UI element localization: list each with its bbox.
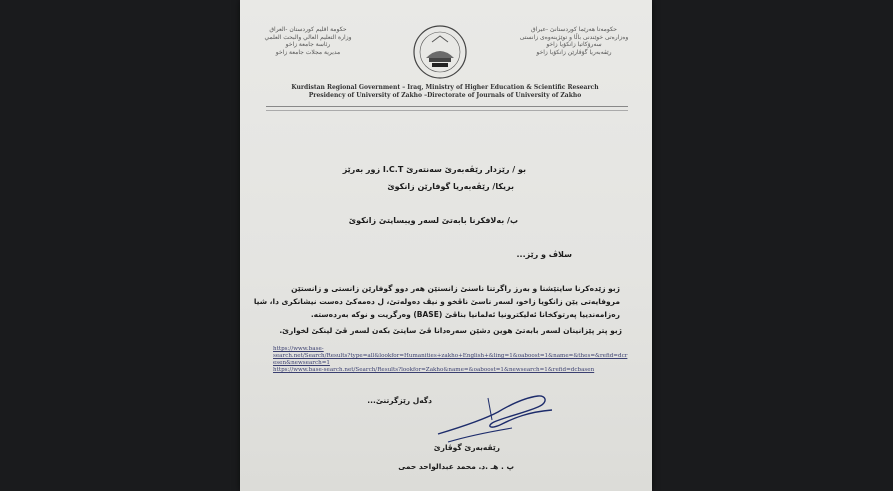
reference-links — [273, 346, 633, 374]
document-page — [240, 0, 652, 491]
header-line: رێڤەبەریا گۆڤارێن زانکۆیا زاخو — [536, 48, 612, 56]
body-line: مروفایەتی یێن زانکویا زاخو، لسەر ناسێ ناڤخو و نیڤ دەولەتێ، ل دەمەکێ دەست نیشانکری دا، شیا — [253, 297, 620, 306]
header-line: وەزارەتی خوێندنی باڵا و توێژینەوەی زانستی — [519, 33, 629, 41]
header-english-block — [270, 84, 620, 99]
header-line: مديرية مجلات جامعة زاخو — [275, 48, 341, 56]
link-line[interactable]: https://www.base-search.net/Search/Results?lookfor=Zakho&name=&oaboost=1&newsearch=1&refid=dcbasen — [273, 367, 595, 373]
recipient-line-1: بو / رێزدار رێڤەبەرێ سەنتەرێ I.C.T زور بەرێز — [342, 165, 526, 174]
signer-name: پ . هـ .د. محمد عبدالواحد حمی — [398, 462, 514, 471]
header-line: حکومەتا هەرێما کوردستانێ -عیراق — [531, 26, 617, 33]
header-line: سەرۆکاتیا زانکۆیا زاخو — [546, 41, 602, 48]
header-line: حكومة اقليم كوردستان -العراق — [269, 26, 347, 33]
header-divider — [266, 106, 628, 107]
header-kurdish-block — [514, 26, 634, 56]
english-line-1: Kurdistan Regional Government – Iraq, Ministry of Higher Education & Scientific Research — [291, 84, 599, 91]
letter-subject: ب/ بەلافکرنا بابەتێ لسەر ویبسایتێ زانکوێ — [348, 216, 518, 225]
body-line: ژبو زێدەکرنا سایتێشنا و بەرز راگرتنا ناسنێ زانستێن هەر دوو گوفارێن زانستی و زانستێن — [291, 284, 620, 293]
body-line: ژبو پتر پێزانینان لسەر بابەتێ هوین دشێن سەرەدانا ڤێ سایتێ بکەن لسەر ڤێ لینکێ لخوارێ. — [279, 326, 622, 335]
link-line[interactable]: search.net/Search/Results?type=all&lookfor=Humanities+zakho+English+&ling=1&oaboost=1&name=&thes=&refid=dcr — [273, 353, 628, 359]
header-line: وزارة التعليم العالي والبحث العلمي — [264, 33, 352, 41]
english-line-2: Presidency of University of Zakho –Directorate of Journals of University of Zakho — [308, 91, 582, 99]
body-line: رەزامەندییا پەرتوکخانا ئەلیکترونیا ئەلمانیا بناڤێ (BASE) وەرگریت و نوکە بەردەستە. — [310, 310, 620, 319]
letter-greeting: سلاڤ و رێز... — [516, 250, 572, 259]
header-line: رئاسة جامعة زاخو — [285, 41, 331, 48]
header-divider — [266, 110, 628, 111]
closing-regards: دگەل رێزگرتنێ... — [367, 396, 432, 405]
university-seal — [412, 24, 468, 82]
recipient-line-2: بریکا/ رێڤەبەریا گوفارێن زانکوێ — [387, 182, 514, 191]
header-arabic-block — [248, 26, 368, 56]
link-line[interactable]: esen&newsearch=1 — [273, 360, 330, 366]
signer-title: رێڤەبەرێ گوڤارێ — [433, 443, 500, 452]
handwritten-signature — [428, 390, 558, 446]
link-line[interactable]: https://www.base- — [273, 346, 324, 352]
